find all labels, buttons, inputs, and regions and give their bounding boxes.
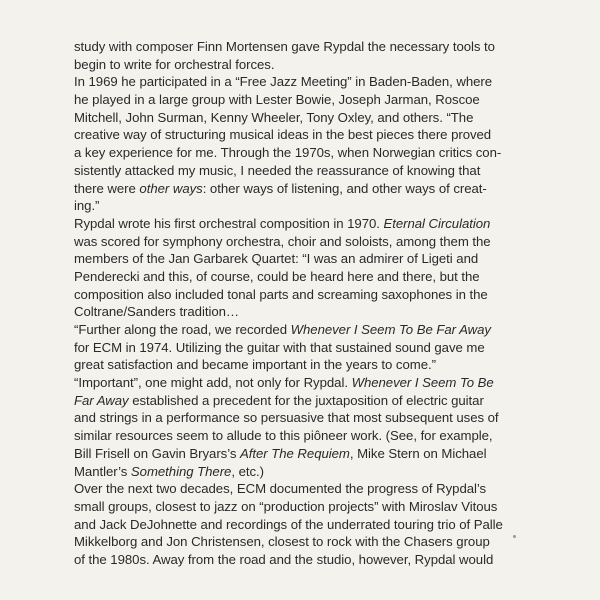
text-line [74, 498, 544, 516]
text-line [74, 250, 544, 268]
text-segment: Rypdal wrote his first orchestral composition in 1970. [74, 215, 384, 231]
text-segment: Bill Frisell on Gavin Bryars’s [74, 445, 241, 461]
text-segment: study with composer Finn Mortensen gave Rypdal the necessary tools to [74, 39, 495, 54]
text-segment: creative way of structuring musical ideas in the best pieces there proved [74, 127, 492, 143]
text-segment: and Jack DeJohnette and recordings of the underrated touring trio of Palle [74, 516, 503, 532]
italic-title: Whenever I Seem To Be [351, 375, 494, 391]
text-line [74, 427, 544, 445]
text-line [74, 374, 544, 392]
text-line [74, 533, 544, 551]
text-line [74, 268, 544, 286]
text-line [74, 109, 544, 127]
text-segment: , Mike Stern on Michael [349, 445, 487, 461]
text-segment: of the 1980s. Away from the road and the studio, however, Rypdal would [74, 551, 494, 567]
text-segment: members of the Jan Garbarek Quartet: “I was an admirer of Ligeti and [74, 251, 479, 267]
text-segment: : other ways of listening, and other ways of creat- [202, 180, 487, 196]
text-segment: , etc.) [231, 463, 264, 479]
text-line [74, 409, 544, 427]
text-line [74, 286, 544, 304]
text-segment: “Important”, one might add, not only for Rypdal. [74, 375, 352, 391]
text-segment: ing.” [74, 198, 100, 214]
text-segment: he played in a large group with Lester Bowie, Joseph Jarman, Roscoe [74, 92, 480, 108]
text-line [74, 303, 544, 321]
text-line [74, 480, 544, 498]
text-line [74, 233, 544, 251]
text-segment: there were [74, 180, 140, 196]
text-line [74, 445, 544, 463]
text-line [74, 56, 544, 74]
text-line [74, 73, 544, 91]
italic-title: After The Requiem [240, 445, 350, 461]
text-line [74, 516, 544, 534]
text-segment: In 1969 he participated in a “Free Jazz Meeting” in Baden-Baden, where [74, 74, 493, 90]
text-line [74, 126, 544, 144]
italic-title: Whenever I Seem To Be Far Away [290, 322, 491, 337]
italic-title: other ways [139, 180, 203, 196]
text-segment: Mitchell, John Surman, Kenny Wheeler, Tony Oxley, and others. “The [74, 109, 474, 125]
text-segment: small groups, closest to jazz on “production projects” with Miroslav Vitous [74, 498, 498, 514]
printed-mark [513, 535, 516, 538]
text-segment: Mikkelborg and Jon Christensen, closest to rock with the Chasers group [74, 534, 490, 550]
text-segment: composition also included tonal parts and screaming saxophones in the [74, 286, 488, 302]
text-line [74, 215, 544, 233]
text-segment: sistently attacked my music, I needed the reassurance of knowing that [74, 162, 481, 178]
text-segment: “Further along the road, we recorded [74, 322, 291, 337]
text-segment: begin to write for orchestral forces. [74, 56, 275, 72]
text-segment: for ECM in 1974. Utilizing the guitar with that sustained sound gave me [74, 339, 485, 355]
text-line [74, 197, 544, 215]
text-segment: a key experience for me. Through the 1970s, when Norwegian critics con- [74, 145, 502, 161]
text-line [74, 392, 544, 410]
text-segment: Mantler’s [74, 463, 131, 479]
text-segment: Over the next two decades, ECM documented the progress of Rypdal’s [74, 481, 487, 497]
text-segment: established a precedent for the juxtaposition of electric guitar [128, 392, 484, 408]
text-line [74, 321, 544, 339]
text-line [74, 91, 544, 109]
text-line [74, 339, 544, 357]
text-line [74, 180, 544, 198]
text-segment: great satisfaction and became important in the years to come.” [74, 357, 436, 373]
text-segment: and strings in a performance so persuasive that most subsequent uses of [74, 410, 499, 426]
body-text [74, 38, 544, 569]
text-line [74, 551, 544, 569]
text-segment: similar resources seem to allude to this piôneer work. (See, for example, [74, 428, 493, 444]
text-segment: was scored for symphony orchestra, choir and soloists, among them the [74, 233, 491, 249]
text-line [74, 144, 544, 162]
text-segment: Coltrane/Sanders tradition… [74, 304, 240, 320]
italic-title: Eternal Circulation [383, 215, 491, 231]
text-segment: Penderecki and this, of course, could be heard here and there, but the [74, 268, 480, 284]
italic-title: Something There [130, 463, 232, 479]
text-line [74, 356, 544, 374]
text-line [74, 463, 544, 481]
text-line [74, 162, 544, 180]
text-line [74, 38, 544, 56]
italic-title: Far Away [74, 392, 129, 408]
